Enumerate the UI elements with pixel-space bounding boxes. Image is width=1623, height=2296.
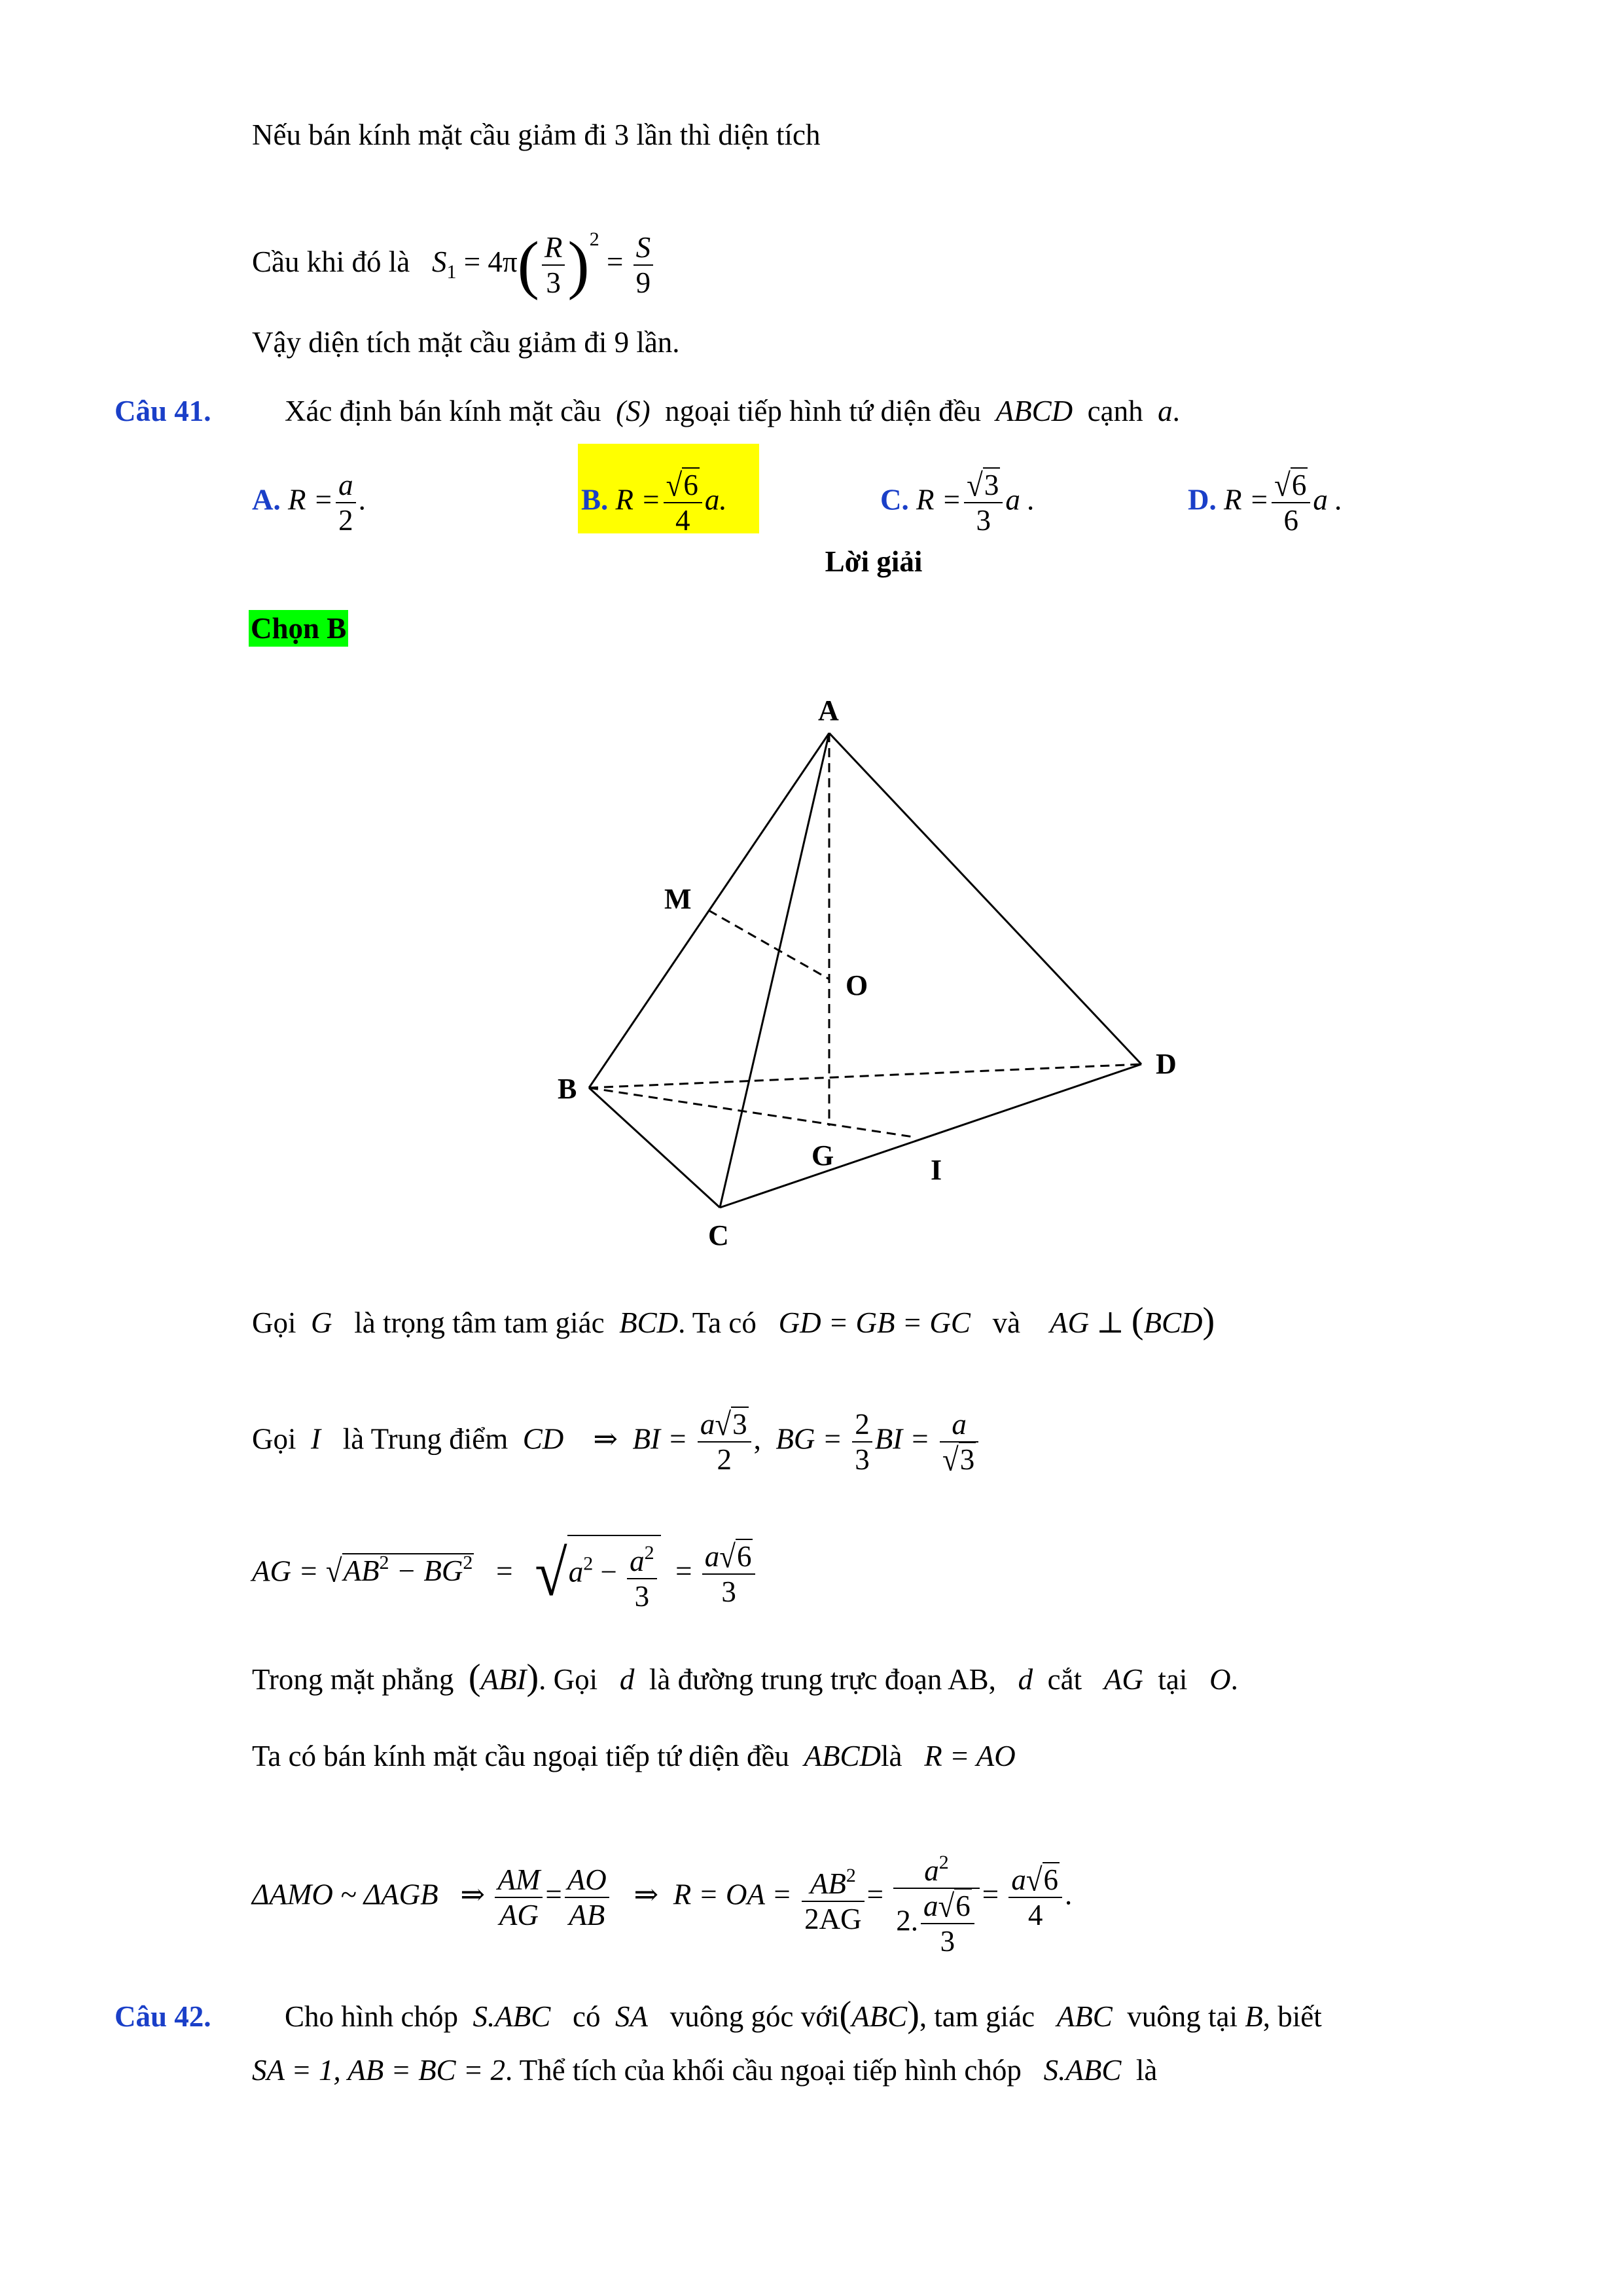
question-41: Câu 41. Xác định bán kính mặt cầu (S) ngoại tiếp hình tứ diện đều ABCD cạnh a.	[115, 395, 1180, 427]
solution-line-6: ΔAMO ~ ΔAGB ⇒ $\frac{AM}{AG}$ = $\frac{AO}{AB}$ ⇒ R = OA = $\frac{AB^2}{2AG}$ = $a^2$ 2. $\frac{a√6}{3}$ = $\frac{a√6}{4}$ .	[252, 1846, 1072, 1958]
label-i: I	[931, 1154, 942, 1186]
intro-line-1: Nếu bán kính mặt cầu giảm đi 3 lần thì diện tích	[252, 118, 821, 151]
question-label: Câu 41.	[115, 395, 211, 427]
question-label: Câu 42.	[115, 2000, 211, 2033]
question-42: Câu 42. Cho hình chóp S.ABC có SA vuông góc với(ABC), tam giác ABC vuông tại B, biết	[115, 1994, 1322, 2035]
answer-choice: Chọn B	[249, 610, 348, 647]
intro-line-3: Vậy diện tích mặt cầu giảm đi 9 lần.	[252, 326, 680, 359]
label-g: G	[812, 1139, 834, 1172]
solution-line-4: Trong mặt phẳng (ABI). Gọi d là đường trung trực đoạn AB, d cắt AG tại O.	[252, 1657, 1238, 1698]
tetrahedron-figure	[550, 674, 1204, 1276]
option-d[interactable]: D. R = $\frac{√6}{6}$ a .	[1188, 467, 1343, 537]
option-b[interactable]: B. R = $\frac{√6}{4}$ a.	[578, 444, 759, 533]
edge-cd	[720, 1064, 1141, 1208]
question-42-line-2: SA = 1, AB = BC = 2. Thể tích của khối cầu ngoại tiếp hình chóp S.ABC là	[252, 2054, 1158, 2087]
intro-line-2: Cầu khi đó là $S_1 = 4\pi$( $\frac{R}{3}$ )$^2$ = $\frac{S}{9}$	[252, 221, 656, 300]
edge-ad	[829, 733, 1141, 1064]
label-d: D	[1156, 1048, 1177, 1080]
solution-line-3: AG = $√AB^2 - BG^2$ = $√a^2$ − $\frac{a^2}{3}$ = $\frac{a√6}{3}$	[252, 1535, 758, 1613]
solution-line-5: Ta có bán kính mặt cầu ngoại tiếp tứ diện đều ABCDlà R = AO	[252, 1740, 1016, 1772]
label-a: A	[818, 694, 839, 726]
solution-title: Lời giải	[825, 545, 923, 578]
segment-mo	[709, 910, 829, 979]
option-a[interactable]: A. R = $\frac{a}{2}$ .	[252, 469, 366, 537]
frac-s-over-9: $\frac{S}{9}$	[633, 230, 654, 300]
label-m: M	[664, 883, 692, 915]
solution-line-1: Gọi G là trọng tâm tam giác BCD. Ta có GD = GB = GC và AG ⊥ (BCD)	[252, 1300, 1215, 1341]
frac-r-over-3: $\frac{R}{3}$	[542, 230, 565, 300]
label-o: O	[846, 969, 868, 1001]
label-c: C	[708, 1219, 729, 1251]
edge-bc	[589, 1088, 720, 1208]
solution-line-2: Gọi I là Trung điểm CD ⇒ BI = $\frac{a√3}{2}$ , BG = $\frac{2}{3}$ BI = $\frac{a}{√3}$	[252, 1407, 981, 1477]
edge-bd	[589, 1064, 1141, 1088]
segment-bi	[589, 1088, 913, 1137]
label-b: B	[558, 1073, 577, 1105]
edge-ac	[720, 733, 829, 1208]
option-c[interactable]: C. R = $\frac{√3}{3}$ a .	[880, 467, 1035, 537]
